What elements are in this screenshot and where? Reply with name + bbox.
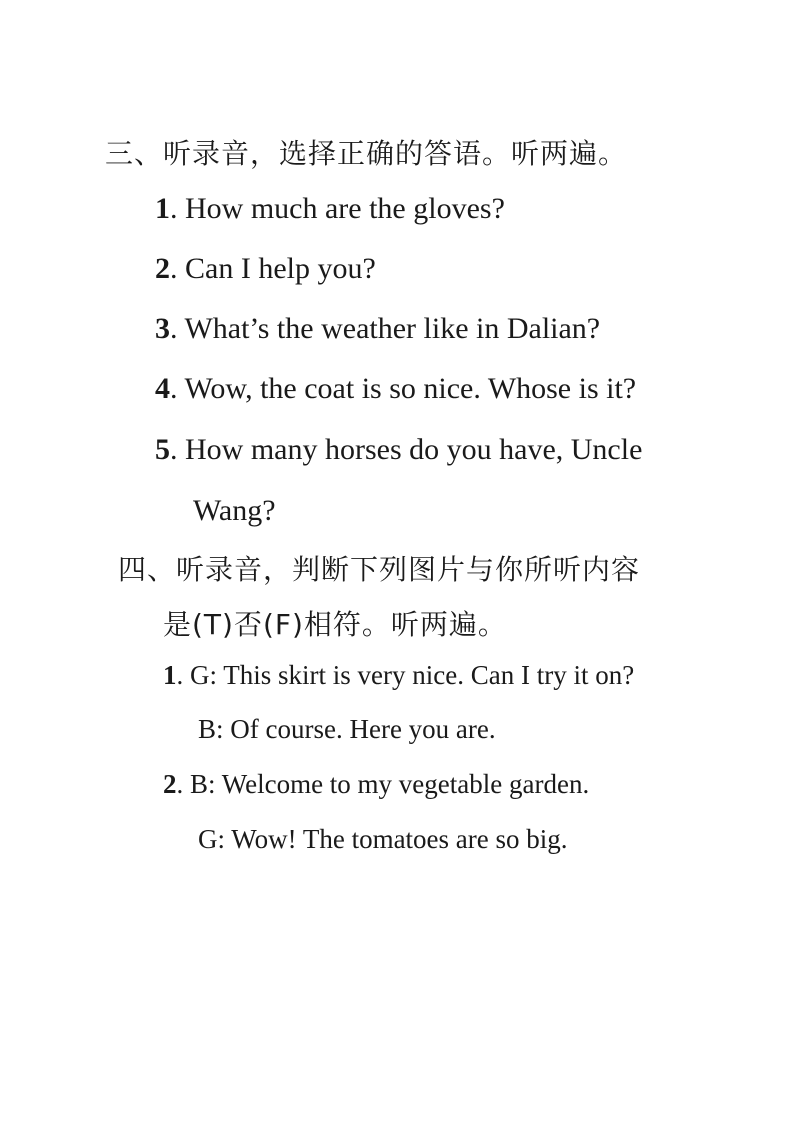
dialogue-2-line-2: G: Wow! The tomatoes are so big. <box>198 824 568 854</box>
question-number: 5 <box>155 433 170 466</box>
question-number: 3 <box>155 312 170 345</box>
question-text: . Can I help you? <box>170 252 376 285</box>
question-4 <box>155 372 636 406</box>
dialogue-text: . B: Welcome to my vegetable garden. <box>176 769 590 799</box>
question-2 <box>155 252 376 286</box>
dialogue-number: 2 <box>163 769 177 799</box>
question-text: . What’s the weather like in Dalian? <box>170 312 601 345</box>
question-text: . Wow, the coat is so nice. Whose is it? <box>170 372 637 405</box>
question-3 <box>155 312 600 346</box>
dialogue-number: 1 <box>163 660 177 690</box>
question-1 <box>155 192 505 226</box>
question-number: 1 <box>155 192 170 225</box>
dialogue-2-line-1 <box>163 769 589 800</box>
question-number: 4 <box>155 372 170 405</box>
question-5 <box>155 433 642 467</box>
question-text: . How much are the gloves? <box>170 192 505 225</box>
dialogue-1-line-1 <box>163 660 634 691</box>
question-number: 2 <box>155 252 170 285</box>
dialogue-1-line-2: B: Of course. Here you are. <box>198 714 496 744</box>
dialogue-text: . G: This skirt is very nice. Can I try it on? <box>176 660 635 690</box>
question-5-continuation: Wang? <box>193 494 276 527</box>
section-3-heading: 三、听录音，选择正确的答语。听两遍。 <box>105 137 628 170</box>
section-4-heading-line-1: 四、听录音，判断下列图片与你所听内容 <box>118 553 641 586</box>
question-text: . How many horses do you have, Uncle <box>170 433 643 466</box>
section-4-heading-line-2: 是(T)否(F)相符。听两遍。 <box>163 608 507 641</box>
